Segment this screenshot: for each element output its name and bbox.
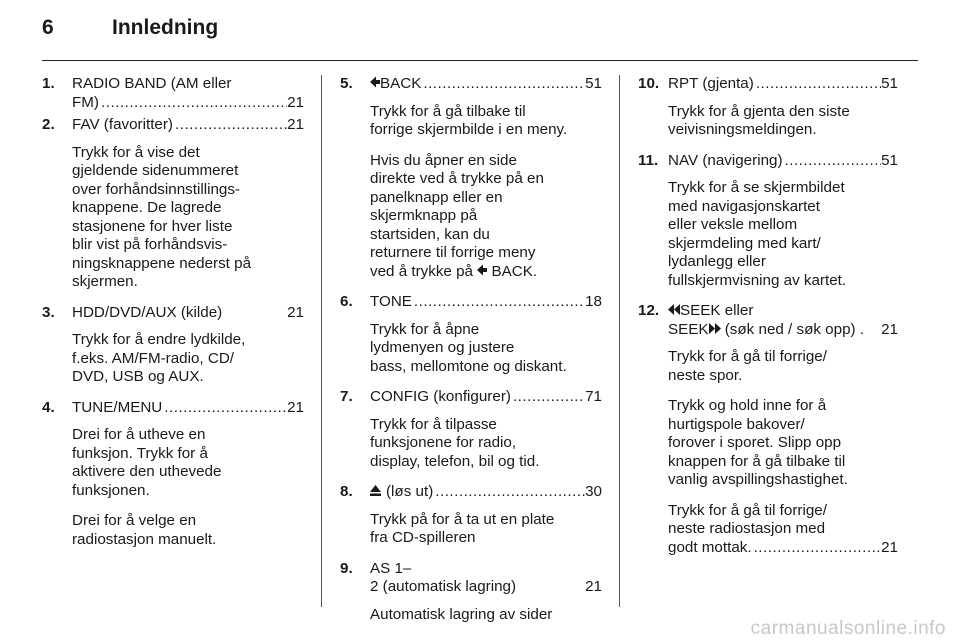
item-number: 5. bbox=[340, 75, 353, 92]
list-item-12: 12. SEEK eller SEEK (søk ned / søk opp) . 21 bbox=[638, 302, 898, 338]
text-line: funksjonene for radio, bbox=[370, 434, 517, 451]
page-ref: 18 bbox=[585, 293, 602, 310]
list-item-9 bbox=[340, 560, 602, 597]
text-line: Trykk for å gå til forrige/ bbox=[668, 348, 827, 365]
item-title: CONFIG (konfigurer) bbox=[370, 388, 511, 405]
list-item-4 bbox=[42, 399, 304, 418]
text-line: Trykk for å gjenta den siste bbox=[668, 102, 850, 120]
page-ref: 21 bbox=[287, 93, 304, 111]
text-line: Trykk for å tilpasse bbox=[370, 415, 497, 433]
text-line: Trykk for å gå til forrige/ bbox=[668, 501, 827, 519]
text-line: Automatisk lagring av sider bbox=[370, 605, 553, 623]
description bbox=[340, 152, 602, 282]
item-number: 2. bbox=[42, 116, 55, 133]
text-line: Trykk for å gå tilbake til bbox=[370, 102, 526, 120]
text-line: godt mottak. ..... 21 bbox=[668, 539, 898, 558]
text-line: skjermknapp på bbox=[370, 207, 478, 224]
text-line: over forhåndsinnstillings- bbox=[72, 180, 240, 198]
item-number: 9. bbox=[340, 559, 353, 577]
header-rule bbox=[42, 60, 918, 61]
back-arrow-icon bbox=[477, 263, 487, 282]
item-number: 10. bbox=[638, 75, 660, 92]
item-title: (løs ut) bbox=[386, 483, 434, 500]
text-line: aktivere den uthevede bbox=[72, 463, 222, 480]
item-title: FAV (favoritter) bbox=[72, 116, 173, 133]
page-ref: 21 bbox=[287, 303, 304, 321]
item-title: SEEK eller bbox=[668, 302, 898, 321]
column-1 bbox=[42, 75, 304, 561]
text-line: ningsknappene nederst på bbox=[72, 254, 252, 272]
page-ref: 21 bbox=[881, 538, 898, 556]
item-title: RPT (gjenta) bbox=[668, 75, 754, 92]
page-ref: 71 bbox=[585, 388, 602, 405]
text-line: DVD, USB og AUX. bbox=[72, 368, 204, 385]
text-line: Trykk for å endre lydkilde, bbox=[72, 331, 246, 348]
page-title: Innledning bbox=[112, 16, 219, 39]
description bbox=[42, 144, 304, 292]
text-line: startsiden, kan du bbox=[370, 225, 490, 243]
text-line: ved å trykke på BACK. bbox=[370, 262, 538, 280]
description bbox=[340, 416, 602, 472]
text-line: neste spor. bbox=[668, 366, 743, 384]
page-ref: 51 bbox=[881, 151, 898, 169]
text-line: Trykk for å åpne bbox=[370, 320, 480, 338]
text-line: display, telefon, bil og tid. bbox=[370, 452, 540, 470]
list-item-3 bbox=[42, 304, 304, 323]
page-ref: 21 bbox=[287, 116, 304, 133]
page-ref: 51 bbox=[881, 75, 898, 92]
text-line: forrige skjermbilde i en meny. bbox=[370, 121, 568, 138]
text-line: knappen for å gå tilbake til bbox=[668, 452, 846, 470]
item-number: 8. bbox=[340, 483, 353, 500]
text-line: hurtigspole bakover/ bbox=[668, 415, 805, 433]
text-line: knappene. De lagrede bbox=[72, 199, 222, 216]
text-line: returnere til forrige meny bbox=[370, 244, 536, 261]
eject-icon bbox=[370, 483, 381, 502]
text-line: skjermdeling med kart/ bbox=[668, 234, 821, 252]
item-title: AS 1– bbox=[370, 559, 412, 577]
column-3 bbox=[638, 75, 898, 569]
item-number: 7. bbox=[340, 388, 353, 405]
item-title: FM) bbox=[72, 93, 99, 111]
text-line: forover i sporet. Slipp opp bbox=[668, 434, 842, 451]
list-item-8 bbox=[340, 483, 602, 502]
page-ref: 51 bbox=[585, 75, 602, 92]
text-line: funksjonen. bbox=[72, 481, 150, 499]
description bbox=[340, 606, 602, 625]
list-item-1 bbox=[42, 75, 304, 112]
page-header bbox=[42, 16, 218, 46]
item-title: TUNE/MENU bbox=[72, 398, 163, 416]
text-line: radiostasjon manuelt. bbox=[72, 530, 217, 548]
item-number: 11. bbox=[638, 151, 659, 169]
description bbox=[638, 348, 898, 385]
text-line: blir vist på forhåndsvis- bbox=[72, 236, 228, 253]
page-number: 6 bbox=[42, 16, 54, 39]
list-item-2 bbox=[42, 116, 304, 135]
item-number: 4. bbox=[42, 398, 55, 416]
description bbox=[638, 397, 898, 490]
text-line: skjermen. bbox=[72, 273, 138, 290]
description bbox=[340, 511, 602, 548]
text-line: funksjon. Trykk for å bbox=[72, 444, 208, 462]
text-line: eller veksle mellom bbox=[668, 216, 798, 233]
description bbox=[638, 179, 898, 290]
text-line: direkte ved å trykke på en bbox=[370, 170, 544, 187]
description bbox=[638, 103, 898, 140]
text-line: Trykk og hold inne for å bbox=[668, 397, 827, 414]
item-number: 1. bbox=[42, 75, 55, 92]
list-item-11 bbox=[638, 152, 898, 171]
item-title: SEEK bbox=[668, 320, 709, 338]
item-number: 12. bbox=[638, 302, 660, 319]
text-line: veivisningsmeldingen. bbox=[668, 121, 817, 138]
item-title: TONE bbox=[370, 293, 412, 310]
page-ref: 21 bbox=[287, 398, 304, 416]
item-title: HDD/DVD/AUX (kilde) bbox=[72, 303, 223, 321]
item-title: BACK bbox=[380, 75, 422, 92]
list-item-6 bbox=[340, 293, 602, 312]
text-line: fullskjermvisning av kartet. bbox=[668, 271, 847, 289]
seek-forward-icon bbox=[709, 321, 721, 340]
column-divider bbox=[321, 75, 322, 607]
text-line: med navigasjonskartet bbox=[668, 197, 820, 215]
page-ref: 21 bbox=[881, 320, 898, 338]
text-line: panelknapp eller en bbox=[370, 188, 503, 206]
description bbox=[42, 512, 304, 549]
text-line: Trykk for å se skjermbildet bbox=[668, 179, 845, 196]
text-line: Trykk på for å ta ut en plate bbox=[370, 510, 555, 528]
back-arrow-icon bbox=[370, 75, 380, 94]
text-line: lydmenyen og justere bbox=[370, 339, 515, 356]
description bbox=[42, 331, 304, 387]
seek-back-icon bbox=[668, 302, 680, 321]
description bbox=[638, 502, 898, 558]
description bbox=[340, 321, 602, 377]
list-item-5 bbox=[340, 75, 602, 94]
list-item-7 bbox=[340, 388, 602, 407]
text-line: Drei for å utheve en bbox=[72, 426, 206, 443]
text-line: f.eks. AM/FM-radio, CD/ bbox=[72, 349, 235, 367]
item-number: 3. bbox=[42, 303, 55, 321]
column-2 bbox=[340, 75, 602, 636]
text-line: bass, mellomtone og diskant. bbox=[370, 357, 567, 375]
text-line: stasjonene for hver liste bbox=[72, 217, 233, 235]
page-ref: 21 bbox=[585, 578, 602, 595]
item-title: NAV (navigering) bbox=[668, 151, 783, 169]
text-line: Drei for å velge en bbox=[72, 512, 197, 529]
text-line: vanlig avspillingshastighet. bbox=[668, 471, 848, 488]
text-line: Trykk for å vise det bbox=[72, 143, 200, 161]
item-title: RADIO BAND (AM eller bbox=[72, 75, 232, 92]
column-divider bbox=[619, 75, 620, 607]
text-line: lydanlegg eller bbox=[668, 253, 766, 270]
description bbox=[42, 426, 304, 500]
text-line: neste radiostasjon med bbox=[668, 520, 826, 537]
page-ref: 30 bbox=[585, 483, 602, 500]
watermark: carmanualsonline.info bbox=[750, 618, 946, 639]
text-line: Hvis du åpner en side bbox=[370, 151, 517, 169]
list-item-10 bbox=[638, 75, 898, 94]
item-title: 2 (automatisk lagring) bbox=[370, 578, 517, 595]
description bbox=[340, 103, 602, 140]
item-number: 6. bbox=[340, 293, 353, 310]
text-line: gjeldende sidenummeret bbox=[72, 162, 239, 179]
text-line: fra CD-spilleren bbox=[370, 529, 476, 546]
